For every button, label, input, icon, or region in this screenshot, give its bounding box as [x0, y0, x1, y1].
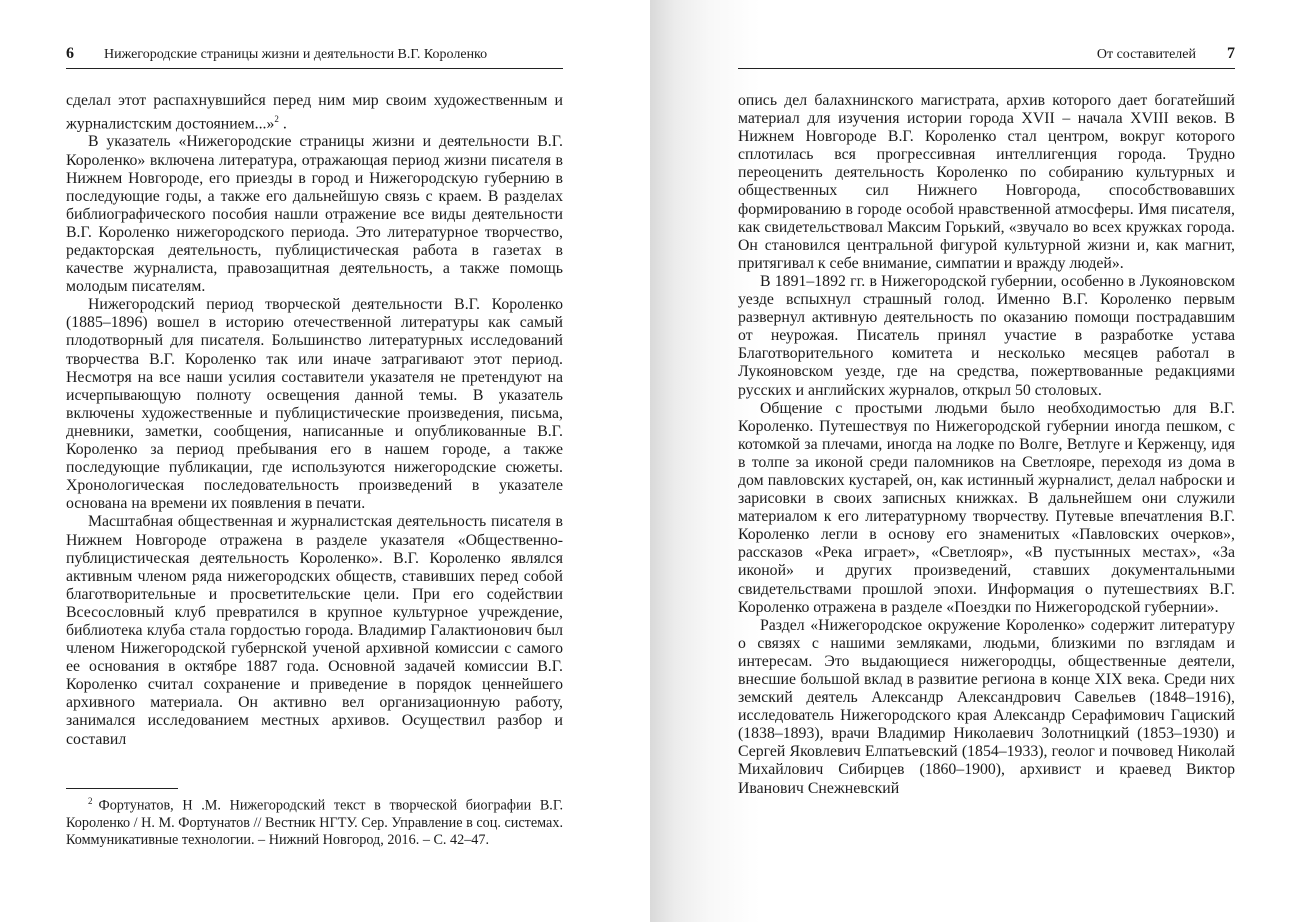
paragraph: Нижегородский период творческой деятельности В.Г. Короленко (1885–1896) вошел в историю отечественной литературы как самый плодотворный для писателя. Большинство литературных исследований творчества В.Г. Короленко так или иначе затрагивают этот период. Несмотря на все наши усилия составители указателя не претендуют на исчерпывающую полноту освещения данной темы. В указатель включены художественные и публицистические произведения, письма, дневники, заметки, сообщения, написанные и опубликованные В.Г. Короленко за период пребывания его в нашем городе, а также последующие публикации, где используются нижегородские сюжеты. Хронологическая последовательность произведений в указателе основана на времени их появления в печати. — [66, 296, 563, 513]
footnote-divider — [66, 788, 178, 789]
footnote-text: Фортунатов, Н .М. Нижегородский текст в творческой биографии В.Г. Короленко / Н. М. Фортунатов // Вестник НГТУ. Сер. Управление в соц. системах. Коммуникативные технологии. – Нижний Новгород, 2016. – С. 42–47. — [66, 797, 563, 848]
paragraph: Общение с простыми людьми было необходимостью для В.Г. Короленко. Путешествуя по Нижегородской губернии иногда пешком, с котомкой за плечами, иногда на лодке по Волге, Ветлуге и Керженцу, идя в толпе за иконой среди паломников на Светлояре, переходя из дома в дом павловских кустарей, он, как истинный журналист, делал наброски и зарисовки в своих записных книжках. В дальнейшем они служили материалом к его литературному творчеству. Путевые впечатления В.Г. Короленко легли в основу его знаменитых «Павловских очерков», рассказов «Река играет», «Светлояр», «В пустынных местах», «За иконой» и других произведений, ставших документальными свидетельствами прошлой эпохи. Информация о путешествиях В.Г. Короленко отражена в разделе «Поездки по Нижегородской губернии». — [738, 399, 1235, 616]
right-page — [650, 0, 1300, 922]
right-body-text — [738, 92, 1235, 798]
running-title: От составителей — [1096, 47, 1196, 62]
paragraph: Раздел «Нижегородское окружение Короленко» содержит литературу о связях с нашими земляками, людьми, близкими по взглядам и интересам. Это выдающиеся нижегородцы, общественные деятели, внесшие большой вклад в развитие региона в конце XIX века. Среди них земский деятель Александр Александрович Савельев (1848–1916), исследователь Нижегородского края Александр Серафимович Гациский (1838–1893), врачи Владимир Николаевич Золотницкий (1853–1930) и Сергей Яковлевич Елпатьевский (1854–1933), геолог и почвовед Николай Михайлович Сибирцев (1860–1900), архивист и краевед Виктор Иванович Снежневский — [738, 616, 1235, 797]
paragraph: опись дел балахнинского магистрата, архив которого дает богатейший материал для изучения истории города XVII – начала XVIII веков. В Нижнем Новгороде В.Г. Короленко стал центром, вокруг которого сплотилась вся прогрессивная интеллигенция города. Трудно переоценить деятельность Короленко по собиранию культурных и общественных сил Нижнего Новгорода, способствовавших формированию в городе особой нравственной атмосферы. Имя писателя, как свидетельствовал Максим Горький, «звучало во всех кружках города. Он становился центральной фигурой культурной жизни и, как магнит, притягивал к себе внимание, симпатии и вражду людей». — [738, 92, 1235, 272]
paragraph: Масштабная общественная и журналистская деятельность писателя в Нижнем Новгороде отражена в разделе указателя «Общественно-публицистическая деятельность Короленко». В.Г. Короленко являлся активным членом ряда нижегородских обществ, ставивших перед собой благотворительные и просветительские цели. При его содействии Всесословный клуб превратился в крупное культурное учреждение, библиотека клуба стала гордостью города. Владимир Галактионович был членом Нижегородской губернской ученой архивной комиссии с самого ее основания в октябре 1887 года. Основной задачей комиссии В.Г. Короленко считал сохранение и приведение в порядок ценнейшего архивного материала. Он активно вел организационную работу, занимался исследованием местных архивов. Осуществил разбор и составил — [66, 513, 563, 748]
running-title: Нижегородские страницы жизни и деятельности В.Г. Короленко — [104, 47, 488, 62]
page-number: 6 — [66, 45, 74, 62]
footnote — [66, 793, 563, 849]
paragraph: сделал этот распахнувшийся перед ним мир своим художественным и журналистским достоянием...»$^2$ . — [66, 92, 563, 133]
footnote-reference[interactable]: 2 — [274, 114, 279, 125]
right-running-header — [738, 44, 1235, 69]
paragraph: В указатель «Нижегородские страницы жизни и деятельности В.Г. Короленко» включена литература, отражающая период жизни писателя в Нижнем Новгороде, его приезды в город и Нижегородскую губернию в последующие годы, а также его дальнейшую связь с краем. В разделах библиографического пособия нашли отражение все виды деятельности В.Г. Короленко нижегородского периода. Это литературное творчество, редакторская деятельность, публицистическая работа в газетах в качестве журналиста, правозащитная деятельность, а также помощь молодым писателям. — [66, 133, 563, 296]
paragraph: В 1891–1892 гг. в Нижегородской губернии, особенно в Лукояновском уезде вспыхнул страшный голод. Именно В.Г. Короленко первым развернул активную деятельность по оказанию помощи пострадавшим от неурожая. Писатель принял участие в разработке устава Благотворительного комитета и несколько месяцев работал в Лукояновском уезде, где на средства, пожертвованные редакциями русских и английских журналов, открыл 50 столовых. — [738, 272, 1235, 399]
page-number: 7 — [1227, 45, 1235, 62]
footnote-number: 2 — [88, 796, 93, 806]
left-body-text — [66, 92, 563, 749]
left-running-header — [66, 44, 563, 69]
